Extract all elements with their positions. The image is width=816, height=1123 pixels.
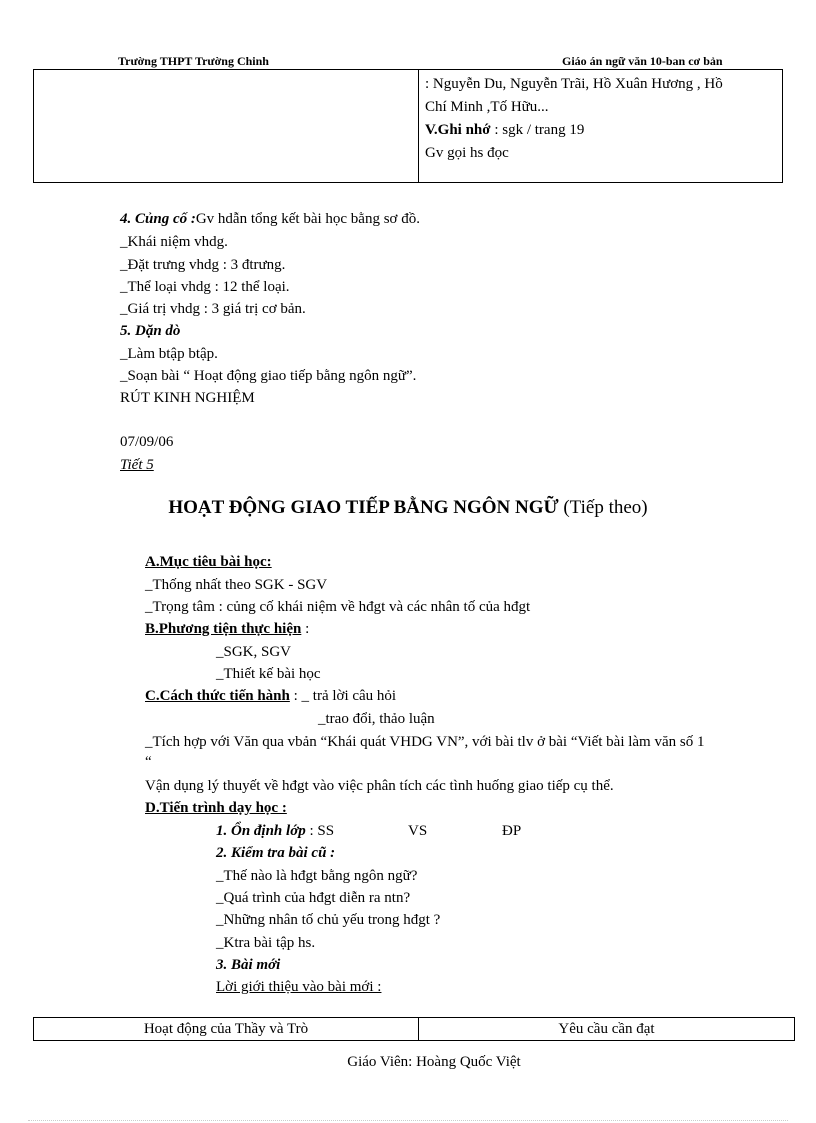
table-divider <box>418 69 419 182</box>
cung-co-line <box>120 210 420 228</box>
phuong-tien-colon: : <box>305 621 310 637</box>
cach-thuc-line <box>145 687 396 705</box>
on-dinh-ss: : SS <box>309 823 335 839</box>
cung-co-item: _Khái niệm vhdg. <box>120 234 228 250</box>
kiem-tra-label: 2. Kiểm tra bài cũ : <box>216 845 336 861</box>
continuation-table <box>33 69 783 183</box>
authors-line: : Nguyễn Du, Nguyễn Trãi, Hồ Xuân Hương , Hồ <box>425 76 723 92</box>
van-dung-line: Vận dụng lý thuyết về hđgt vào việc phân tích các tình huống giao tiếp cụ thể. <box>145 778 614 794</box>
title-sub: (Tiếp theo) <box>563 497 648 518</box>
cung-co-text: Gv hdẫn tổng kết bài học bằng sơ đồ. <box>195 211 420 227</box>
dan-do-heading: 5. Dặn dò <box>120 323 181 339</box>
column-header-requirements: Yêu cầu cần đạt <box>558 1021 655 1037</box>
cach-thuc-first: : _ trả lời câu hỏi <box>293 688 397 704</box>
dan-do-item: _Làm btập btập. <box>120 346 218 362</box>
on-dinh-dp: ĐP <box>502 823 522 839</box>
cach-thuc-heading: C.Cách thức tiến hành <box>145 688 290 704</box>
on-dinh-line <box>216 822 334 840</box>
kiem-tra-item: _Thế nào là hđgt bằng ngôn ngữ? <box>216 868 418 884</box>
phuong-tien-line <box>145 620 309 638</box>
loi-gioi-thieu: Lời giới thiệu vào bài mới : <box>216 979 382 995</box>
cung-co-item: _Thể loại vhdg : 12 thể loại. <box>120 279 290 295</box>
authors-line-2: Chí Minh ,Tố Hữu... <box>425 99 549 115</box>
ghi-nho-label: V.Ghi nhớ <box>425 122 491 138</box>
dan-do-item: _Soạn bài “ Hoạt động giao tiếp bằng ngôn ngữ”. <box>120 368 417 384</box>
rut-kinh-nghiem: RÚT KINH NGHIỆM <box>120 390 255 406</box>
tich-hop-line: _Tích hợp với Văn qua vbản “Khái quát VHDG VN”, với bài tlv ở bài “Viết bài làm văn số 1 <box>145 734 705 750</box>
header-school-name: Trường THPT Trường Chinh <box>118 54 269 68</box>
ghi-nho-line <box>425 119 775 142</box>
cung-co-item: _Giá trị vhdg : 3 giá trị cơ bản. <box>120 301 306 317</box>
page-title <box>0 497 816 519</box>
cach-thuc-second: _trao đổi, thảo luận <box>318 711 435 727</box>
activity-table-header <box>33 1017 795 1041</box>
kiem-tra-item: _Ktra bài tập hs. <box>216 935 316 951</box>
page-footer: Giáo Viên: Hoàng Quốc Việt <box>347 1054 521 1070</box>
phuong-tien-item: _SGK, SGV <box>216 644 292 660</box>
phuong-tien-item: _Thiết kế bài học <box>216 666 321 682</box>
bai-moi-label: 3. Bài mới <box>216 957 281 973</box>
teacher-instruction: Gv gọi hs đọc <box>425 145 509 161</box>
on-dinh-vs: VS <box>408 823 428 839</box>
table-right-cell <box>425 73 775 165</box>
tien-trinh-heading: D.Tiến trình dạy học : <box>145 800 287 816</box>
cung-co-item: _Đặt trưng vhdg : 3 đtrưng. <box>120 257 286 273</box>
on-dinh-label: 1. Ổn định lớp <box>216 823 306 839</box>
muc-tieu-heading: A.Mục tiêu bài học: <box>145 554 272 570</box>
muc-tieu-item: _Thống nhất theo SGK - SGV <box>145 577 328 593</box>
title-main: HOẠT ĐỘNG GIAO TIẾP BẰNG NGÔN NGỮ <box>168 497 559 518</box>
column-header-activities: Hoạt động của Thầy và Trò <box>143 1021 309 1037</box>
muc-tieu-item: _Trọng tâm : củng cố khái niệm về hđgt và các nhân tố của hđgt <box>145 599 531 615</box>
lesson-date: 07/09/06 <box>120 434 174 450</box>
kiem-tra-item: _Quá trình của hđgt diễn ra ntn? <box>216 890 411 906</box>
header-lesson-plan-title: Giáo án ngữ văn 10-ban cơ bản <box>562 54 723 68</box>
ghi-nho-text: : sgk / trang 19 <box>494 122 585 138</box>
cung-co-heading: 4. Củng cố : <box>120 211 196 227</box>
phuong-tien-heading: B.Phương tiện thực hiện <box>145 621 302 637</box>
lesson-period: Tiết 5 <box>120 457 154 473</box>
page-bottom-divider <box>28 1120 788 1121</box>
kiem-tra-item: _Những nhân tố chủ yếu trong hđgt ? <box>216 912 441 928</box>
tich-hop-quote: “ <box>145 754 152 770</box>
